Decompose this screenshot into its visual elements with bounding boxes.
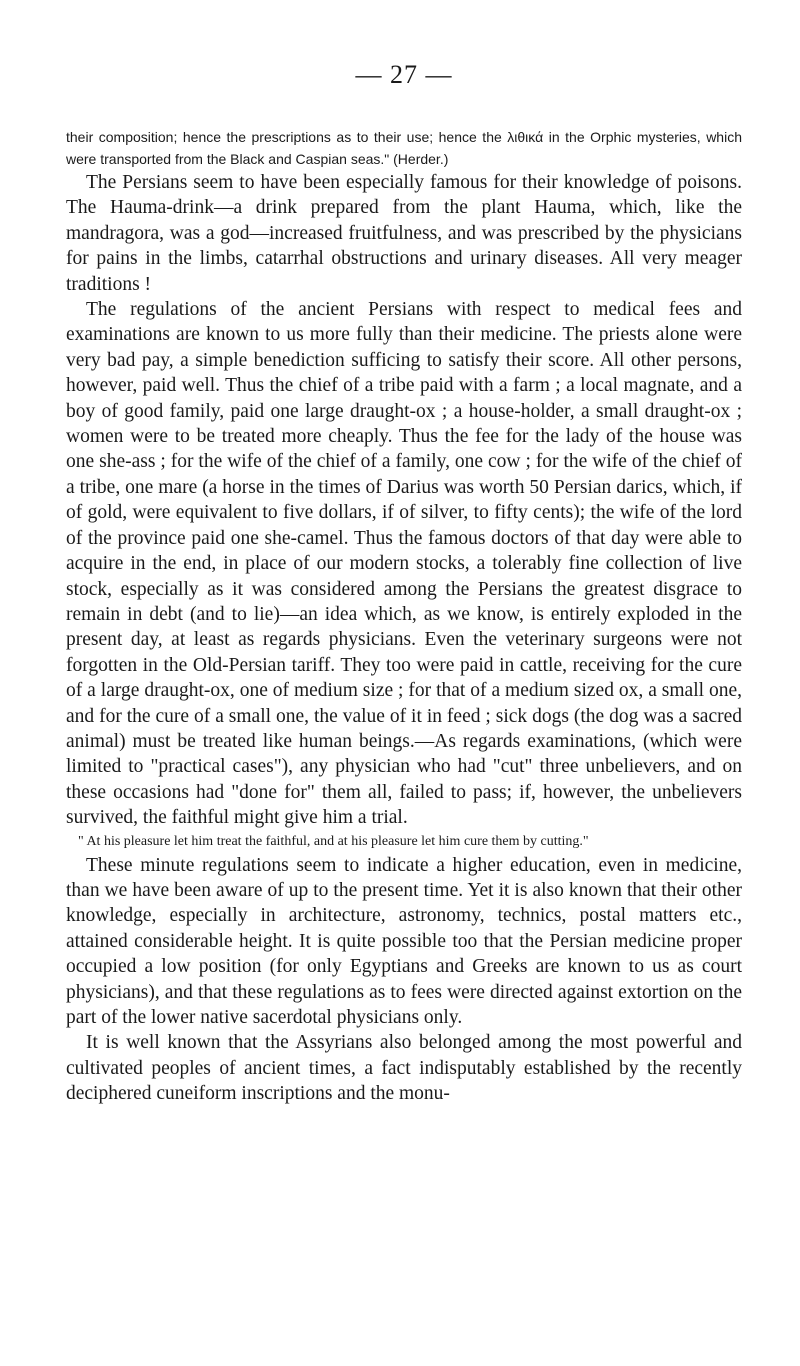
page-number: — 27 — (355, 60, 453, 89)
paragraph-assyrians: It is well known that the Assyrians also belonged among the most powerful and cultivated peoples of ancient times, a fact indisputably established by the recently deciphered cuneiform inscriptions and the monu- (66, 1032, 742, 1105)
continued-footnote: their composition; hence the prescriptions as to their use; hence the λιθικά in the Orphic mysteries, which were transported from the Black and Caspian seas." (Herder.) (66, 129, 742, 167)
paragraph-regulations: These minute regulations seem to indicate a higher education, even in medicine, than we have been aware of up to the present time. Yet it is also known that their other knowledge, especially in architecture, astronomy, technics, postal matters etc., attained considerable height. It is quite possible too that the Persian medicine proper occupied a low position (for only Egyptians and Greeks are known to us as court physicians), and that these regulations as to fees were directed against extortion on the part of the lower native sacerdotal physicians only. (66, 854, 742, 1028)
paragraph-poisons: The Persians seem to have been especially famous for their knowledge of poisons. The Hauma-drink—a drink prepared from the plant Hauma, which, like the mandragora, was a god—increased fruitfulness, and was prescribed by the physicians for pains in the limbs, catarrhal obstructions and urinary diseases. All very meager traditions ! (66, 172, 742, 295)
paragraph-fees: The regulations of the ancient Persians with respect to medical fees and examinations are known to us more fully than their medicine. The priests alone were very bad pay, a simple benediction sufficing to satisfy their score. All other persons, however, paid well. Thus the chief of a tribe paid with a farm ; a local magnate, and a boy of good family, paid one large draught-ox ; a house-holder, a small draught-ox ; women were to be treated more cheaply. Thus the fee for the lady of the house was one she-ass ; for the wife of the chief of a family, one cow ; for the wife of the chief of a tribe, one mare (a horse in the times of Darius was worth 50 Persian darics, which, if of gold, were equivalent to five dollars, if of silver, to fifty cents); the wife of the lord of the province paid one she-camel. Thus the famous doctors of that day were able to acquire in the end, in place of our modern stocks, a tolerably fine collection of live stock, especially as it was considered among the Persians the greatest disgrace to remain in debt (and to lie)—an idea which, as we know, is entirely exploded in the present day, at least as regards physicians. Even the veterinary surgeons were not forgotten in the Old-Persian tariff. They too were paid in cattle, receiving for the cure of a large draught-ox, one of medium size ; for that of a medium sized ox, a small one, and for the cure of a small one, the value of it in feed ; sick dogs (the dog was a sacred animal) must be treated like human beings.—As regards examinations, (which were limited to "practical cases"), any physician who had "cut" three unbelievers, and on these occasions had "done for" them all, failed to pass; if, however, the unbelievers survived, the faithful might give him a trial. (66, 299, 742, 829)
book-page (66, 60, 742, 1107)
block-quote: " At his pleasure let him treat the faithful, and at his pleasure let him cure them by cutting." (78, 833, 589, 849)
